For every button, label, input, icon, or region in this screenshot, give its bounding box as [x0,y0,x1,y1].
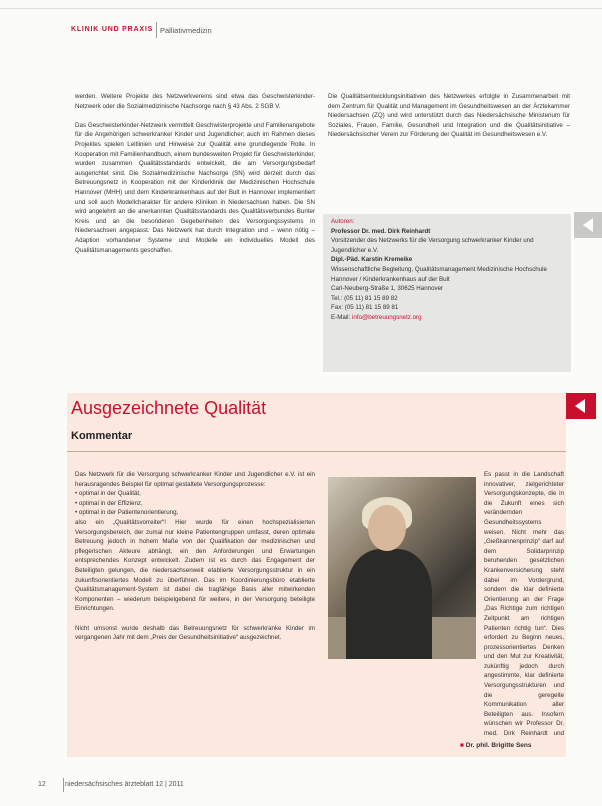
email-link[interactable]: info@betreuungsnetz.org [351,313,422,321]
email-label: E-Mail: [331,313,352,321]
author1-role: Vorsitzender des Netzwerks für die Versorgung schwerkranker Kinder und Jugendlicher e.V. [331,237,534,254]
topic-label: Palliativmedizin [160,26,212,35]
signature-name: Dr. phil. Brigitte Sens [465,742,532,749]
publication-name: niedersächsisches ärzteblatt 12 | 2011 [65,781,184,788]
right-paragraph: Die Qualitätsentwicklungsinitiativen des Netzwerkes erfolgte in Zusammenarbeit mit dem Zentrum für Qualität und Management im Gesundheitswesen an der Ärztekammer Niedersachsen (ZQ) und wird unterstützt durch das Niedersächsische Ministerium für Soziales, Frauen, Familie, Gesundheit und Integration und die Qualitätsinitiative – Niedersächsischer Verein zur Förderung der Qualität im Gesundheitswesen e.V. [328,93,570,139]
signature [460,742,531,749]
left-paragraph: Das Geschwisterkinder-Netzwerk vermittelt Geschwisterprojekte und Familienangebote für die Angehörigen schwerkranker Kinder und Jugendlicher; auch im Rahmen dieses Projektes spielen Leitlinien und Hinweise zur Qualität eine grundlegende Rolle. In Kooperation mit Familienhandbuch, einem bundesweiten Projekt für Geschwisterkinder, wurden zusammen Qualitätsstandards entwickelt, die am Versorgungsbedarf ausgerichtet sind. Die Sozialmedizinische Nachsorge (SN) wird derzeit durch das Betreuungsnetz in Kooperation mit der Kinderklinik der Medizinischen Hochschule Hannover (MHH) und dem Kinderkrankenhaus auf der Bult in Hannover implementiert und soll auch Modellcharakter für andere Kliniken in Niedersachsen haben. Die SN wird angelehnt an die anerkannten Qualitätsstandards des Qualitätsverbundes Bunter Kreis und an die besonderen Gegebenheiten des Versorgungssystems in Niedersachsen angepasst. Das Netzwerk hat durch Integration und – wenn nötig – Adaption vorhandener Systeme und Modelle ein individuelles Modell des Qualitätsmanagements geschaffen. [75,121,315,254]
red-side-tab[interactable] [566,393,596,419]
right-column [328,92,570,150]
left-arrow-icon [575,399,585,413]
commentary-divider [67,451,566,452]
commentary-right-paragraph: Es passt in die Landschaft innovativer, zielgerichteter Versorgungskonzepte, die in die Zukunft eines sich verändernden Gesundheitssystems weisen. Nicht mehr das „Gießkannenprinzip“ darf auf dem Solidarprinzip beruhenden gesetzlichen Krankenversicherung steht dabei im Vordergrund, sondern die klar definierte Orientierung an der Frage „Das Richtige zum richtigen Zeitpunkt am richtigen Patienten richtig tun“. Dies erfordert zu Beginn neues, prozessorientiertes Denken und den Mut zur Kreativität, zukünftig jedoch durch angestimmte, klar definierte Versorgungsstrukturen und die geregelte Kommunikation aller Beteiligten aus. Insofern wünschen wir Professor Dr. med. Dirk Reinhardt und [484,471,564,738]
page-header [0,0,602,40]
footer-divider [63,778,64,792]
left-paragraph: werden. Weitere Projekte des Netzwerkvereins sind etwa das Geschwisterkinder-Netzwerk oder die Sozialmedizinische Nachsorge nach § 43 Abs. 2 SGB V. [75,93,315,110]
author-address: Carl-Neuberg-Straße 1, 30625 Hannover [331,285,444,293]
commentary-right-column-narrow [484,470,564,750]
left-arrow-icon [583,218,593,232]
author-tel: Tel.: (05 11) 81 15 89 82 [331,294,398,302]
commentary-subtitle: Kommentar [71,430,133,442]
commentary-paragraph: Nicht umsonst wurde deshalb das Betreuungsnetz für schwerkranke Kinder im vergangenen Jahr mit dem „Preis der Gesundheitsinitiative“ ausgezeichnet. [75,624,315,642]
author2-name: Dipl.-Päd. Karstin Kremeike [331,256,413,264]
author-fax: Fax: (05 11) 81 15 89 81 [331,304,399,312]
page-footer [0,778,602,798]
bullet-item: • optimal in der Effizienz, [75,499,143,507]
author-box [323,214,571,372]
bullet-item: • optimal in der Patientenorientierung, [75,509,179,517]
author-photo [328,477,476,659]
section-label: KLINIK UND PRAXIS [71,26,154,33]
page-number: 12 [38,781,46,788]
commentary-paragraph: also ein „Qualitätsvorreiter“! Hier wurde für einen hochspezialisierten Versorgungsbereich, der zumal nur kleine Patientengruppen umfasst, deren optimale Betreuung jedoch in hohem Maße von der Qualifikation der medizinischen und pflegerischen Akteure abhängt, ein den Anforderungen und Erwartungen entsprechendes Konzept entwickelt. Zudem ist es durch das Engagement der Beteiligten gelungen, die niedersachsenweit etablierte Versorgungsstruktur in ein zukunftsorientiertes Modell zu überführen. Das im Koordinierungsbüro etablierte Qualitätsmanagement-System ist dabei die tragfähige Basis aller mitwirkenden Komponenten – wiederum beispielgebend für weitere, in der Versorgung beteiligte Einrichtungen. [75,518,315,613]
commentary-title: Ausgezeichnete Qualität [71,398,267,418]
bullet-item: • optimal in der Qualität, [75,490,141,498]
author2-role: Wissenschaftliche Begleitung, Qualitätsmanagement Medizinische Hochschule Hannover / Kinderkrankenhaus auf der Bult [331,265,547,283]
author-email-line [331,313,563,323]
author1-name: Professor Dr. med. Dirk Reinhardt [331,227,431,235]
header-divider [156,22,157,38]
authors-heading: Autoren: [331,218,355,225]
left-column [75,92,315,265]
grey-side-tab[interactable] [574,212,602,238]
signature-mark: ■ [460,742,464,749]
commentary-left-column [75,470,315,652]
commentary-intro: Das Netzwerk für die Versorgung schwerkranker Kinder und Jugendlicher e.V. ist ein herausragendes Beispiel für optimal gestaltete Versorgungsprozesse: [75,471,315,488]
